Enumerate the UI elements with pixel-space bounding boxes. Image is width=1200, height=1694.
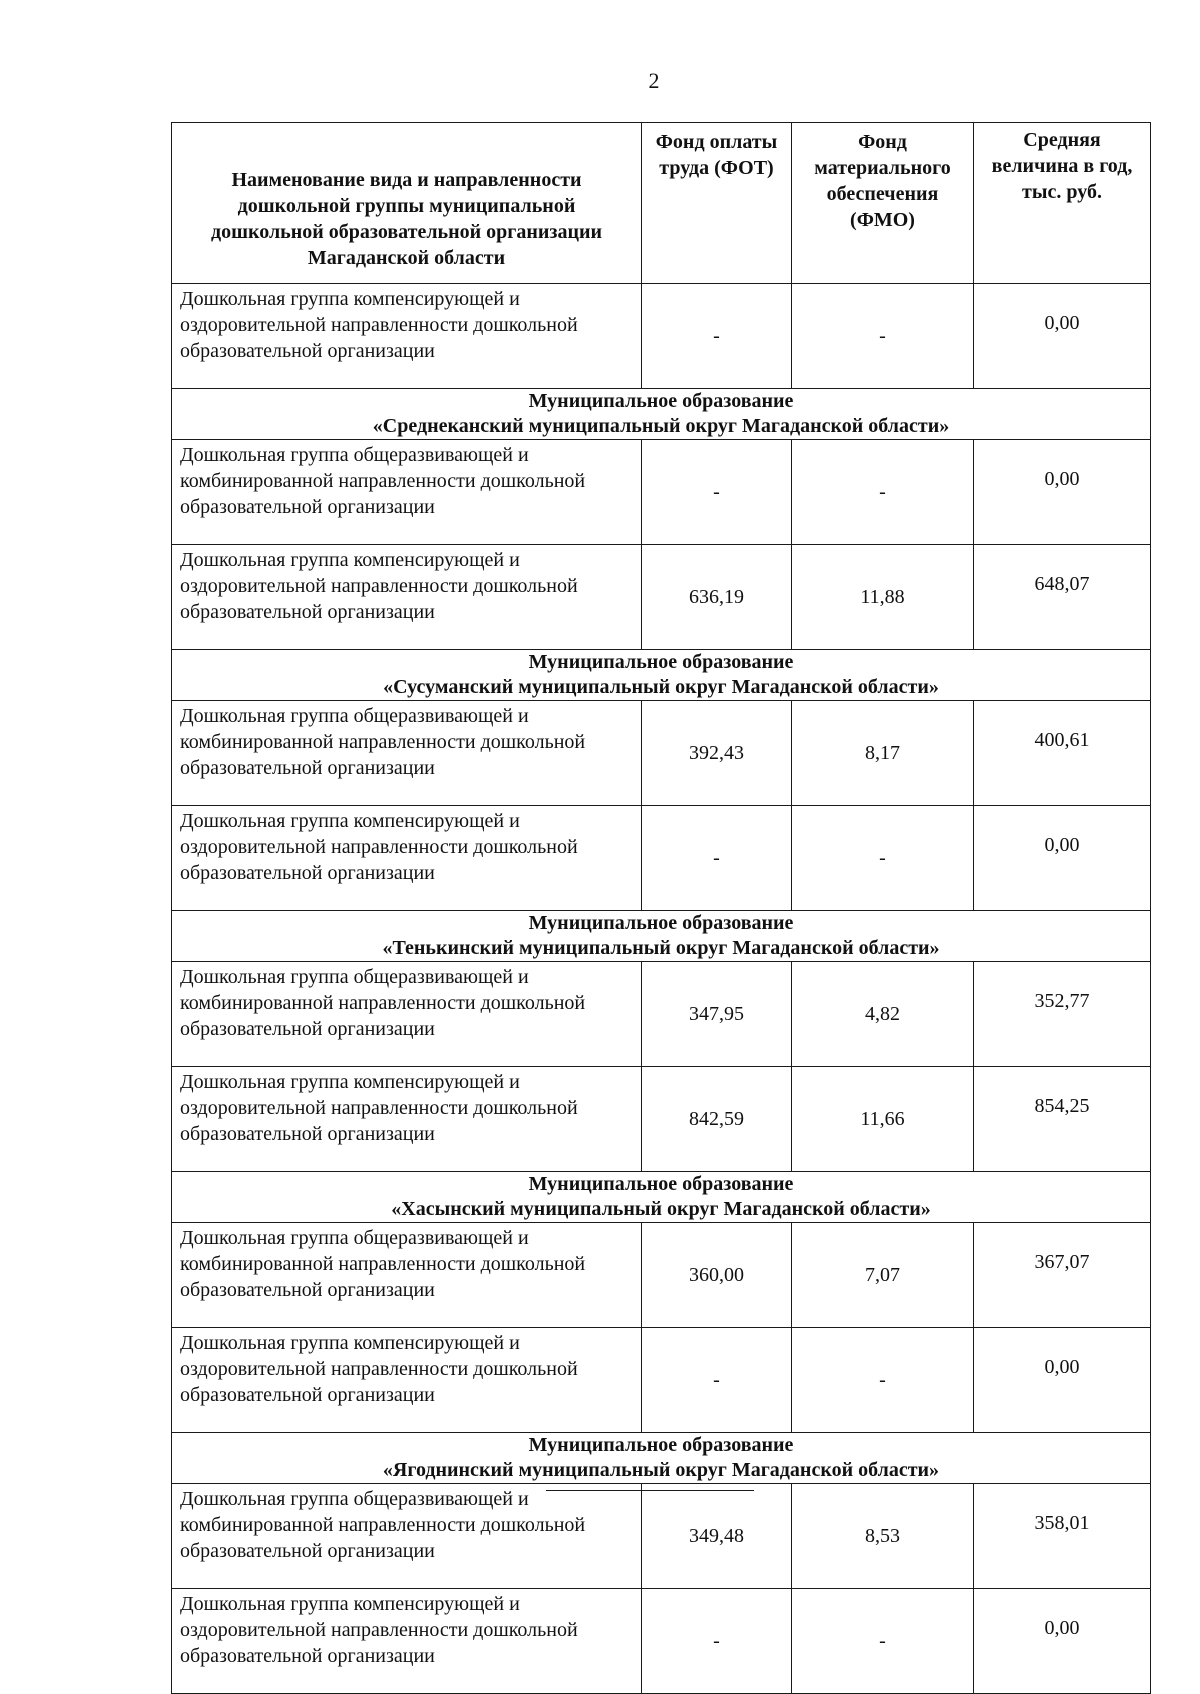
district-title <box>172 911 1151 962</box>
table-header-row <box>172 123 1151 284</box>
fot-cell: - <box>642 440 792 545</box>
fot-cell: 360,00 <box>642 1223 792 1328</box>
table-row <box>172 1484 1151 1589</box>
district-row <box>172 389 1151 440</box>
district-row <box>172 1433 1151 1484</box>
header-average: Средняя величина в год, тыс. руб. <box>974 123 1151 284</box>
district-title <box>172 650 1151 701</box>
district-title-line1: Муниципальное образование <box>528 390 794 412</box>
district-title-line1: Муниципальное образование <box>528 651 794 673</box>
group-name-cell: Дошкольная группа компенсирующей и оздоровительной направленности дошкольной образовательной организации <box>172 545 642 650</box>
district-title-line2: «Сусуманский муниципальный округ Магаданской области» <box>383 676 939 698</box>
table-row <box>172 1328 1151 1433</box>
fmo-cell: - <box>792 806 974 911</box>
fmo-cell: 4,82 <box>792 962 974 1067</box>
fmo-cell: 8,53 <box>792 1484 974 1589</box>
fmo-cell: - <box>792 284 974 389</box>
fot-cell: - <box>642 284 792 389</box>
header-fmo: Фонд материального обеспечения (ФМО) <box>792 123 974 284</box>
fmo-cell: - <box>792 440 974 545</box>
fot-cell: 347,95 <box>642 962 792 1067</box>
district-title-line2: «Тенькинский муниципальный округ Магаданской области» <box>382 937 940 959</box>
district-title <box>172 1172 1151 1223</box>
group-name-cell: Дошкольная группа компенсирующей и оздоровительной направленности дошкольной образовательной организации <box>172 1589 642 1694</box>
table-row <box>172 701 1151 806</box>
fmo-cell: 11,66 <box>792 1067 974 1172</box>
group-name-cell: Дошкольная группа компенсирующей и оздоровительной направленности дошкольной образовательной организации <box>172 1328 642 1433</box>
fmo-cell: 8,17 <box>792 701 974 806</box>
district-title-line2: «Хасынский муниципальный округ Магаданской области» <box>391 1198 931 1220</box>
header-fot: Фонд оплаты труда (ФОТ) <box>642 123 792 284</box>
table-row <box>172 962 1151 1067</box>
average-cell: 358,01 <box>974 1484 1151 1589</box>
district-row <box>172 650 1151 701</box>
group-name-cell: Дошкольная группа общеразвивающей и комбинированной направленности дошкольной образовательной организации <box>172 440 642 545</box>
fot-cell: - <box>642 1328 792 1433</box>
table-row <box>172 1589 1151 1694</box>
fot-cell: - <box>642 806 792 911</box>
average-cell: 0,00 <box>974 806 1151 911</box>
header-group-name: Наименование вида и направленности дошкольной группы муниципальной дошкольной образовательной организации Магаданской области <box>172 123 642 284</box>
district-title-line1: Муниципальное образование <box>528 1434 794 1456</box>
fot-cell: 842,59 <box>642 1067 792 1172</box>
average-cell: 648,07 <box>974 545 1151 650</box>
fot-cell: 349,48 <box>642 1484 792 1589</box>
table-row <box>172 1223 1151 1328</box>
average-cell: 854,25 <box>974 1067 1151 1172</box>
district-title-line1: Муниципальное образование <box>528 912 794 934</box>
fot-cell: 636,19 <box>642 545 792 650</box>
district-row <box>172 911 1151 962</box>
fmo-cell: 7,07 <box>792 1223 974 1328</box>
table-row <box>172 1067 1151 1172</box>
table-row <box>172 284 1151 389</box>
average-cell: 367,07 <box>974 1223 1151 1328</box>
table-row <box>172 440 1151 545</box>
table-row <box>172 545 1151 650</box>
district-title-line2: «Среднеканский муниципальный округ Магаданской области» <box>372 415 950 437</box>
average-cell: 0,00 <box>974 284 1151 389</box>
group-name-cell: Дошкольная группа компенсирующей и оздоровительной направленности дошкольной образовательной организации <box>172 1067 642 1172</box>
district-title <box>172 1433 1151 1484</box>
district-title-line2: «Ягоднинский муниципальный округ Магаданской области» <box>382 1459 940 1481</box>
group-name-cell: Дошкольная группа общеразвивающей и комбинированной направленности дошкольной образовательной организации <box>172 1223 642 1328</box>
district-title-line1: Муниципальное образование <box>528 1173 794 1195</box>
average-cell: 0,00 <box>974 1328 1151 1433</box>
fmo-cell: - <box>792 1589 974 1694</box>
group-name-cell: Дошкольная группа компенсирующей и оздоровительной направленности дошкольной образовательной организации <box>172 806 642 911</box>
fmo-cell: 11,88 <box>792 545 974 650</box>
table-body <box>172 284 1151 1694</box>
average-cell: 0,00 <box>974 440 1151 545</box>
closing-rule <box>546 1490 754 1491</box>
average-cell: 352,77 <box>974 962 1151 1067</box>
average-cell: 400,61 <box>974 701 1151 806</box>
district-row <box>172 1172 1151 1223</box>
fot-cell: - <box>642 1589 792 1694</box>
funding-table <box>171 122 1151 1694</box>
group-name-cell: Дошкольная группа компенсирующей и оздоровительной направленности дошкольной образовательной организации <box>172 284 642 389</box>
group-name-cell: Дошкольная группа общеразвивающей и комбинированной направленности дошкольной образовательной организации <box>172 962 642 1067</box>
average-cell: 0,00 <box>974 1589 1151 1694</box>
fot-cell: 392,43 <box>642 701 792 806</box>
page-number: 2 <box>648 68 660 93</box>
fmo-cell: - <box>792 1328 974 1433</box>
table-row <box>172 806 1151 911</box>
group-name-cell: Дошкольная группа общеразвивающей и комбинированной направленности дошкольной образовательной организации <box>172 701 642 806</box>
group-name-cell: Дошкольная группа общеразвивающей и комбинированной направленности дошкольной образовательной организации <box>172 1484 642 1589</box>
district-title <box>172 389 1151 440</box>
